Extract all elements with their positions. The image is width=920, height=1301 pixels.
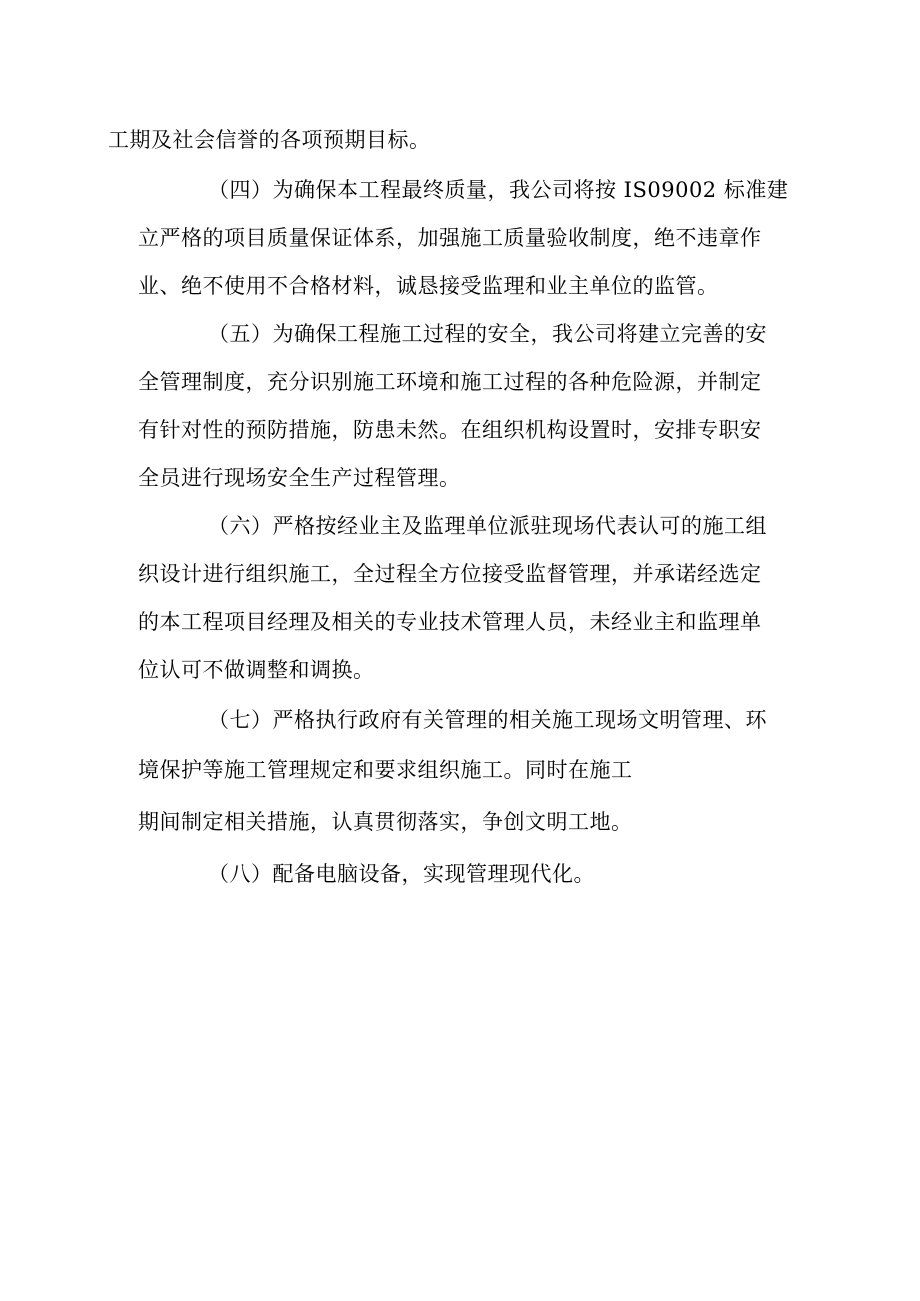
paragraph-line: 全员进行现场安全生产过程管理。 — [138, 466, 461, 490]
paragraph-line: 立严格的项目质量保证体系，加强施工质量验收制度，绝不违章作 — [138, 226, 762, 250]
paragraph-line: 全管理制度，充分识别施工环境和施工过程的各种危险源，并制定 — [138, 370, 762, 394]
paragraph-line: 的本工程项目经理及相关的专业技术管理人员，未经业主和监理单 — [138, 610, 762, 634]
paragraph-line: 业、绝不使用不合格材料，诚恳接受监理和业主单位的监管。 — [138, 274, 719, 298]
paragraph-line: 有针对性的预防措施，防患未然。在组织机构设置时，安排专职安 — [138, 418, 762, 442]
paragraph-line: （五）为确保工程施工过程的安全，我公司将建立完善的安 — [208, 322, 767, 346]
paragraph-line: 位认可不做调整和调换。 — [138, 658, 375, 682]
paragraph-line: （六）严格按经业主及监理单位派驻现场代表认可的施工组 — [208, 514, 767, 538]
paragraph-line: （四）为确保本工程最终质量，我公司将按 IS09002 标准建 — [208, 178, 789, 202]
paragraph-line: （七）严格执行政府有关管理的相关施工现场文明管理、环 — [208, 708, 767, 732]
paragraph-line: 织设计进行组织施工，全过程全方位接受监督管理，并承诺经选定 — [138, 562, 762, 586]
paragraph-line: （八）配备电脑设备，实现管理现代化。 — [208, 862, 595, 886]
paragraph-line: 工期及社会信誉的各项预期目标。 — [108, 128, 431, 152]
paragraph-line: 境保护等施工管理规定和要求组织施工。同时在施工 — [138, 758, 633, 782]
paragraph-line: 期间制定相关措施，认真贯彻落实，争创文明工地。 — [138, 810, 633, 834]
